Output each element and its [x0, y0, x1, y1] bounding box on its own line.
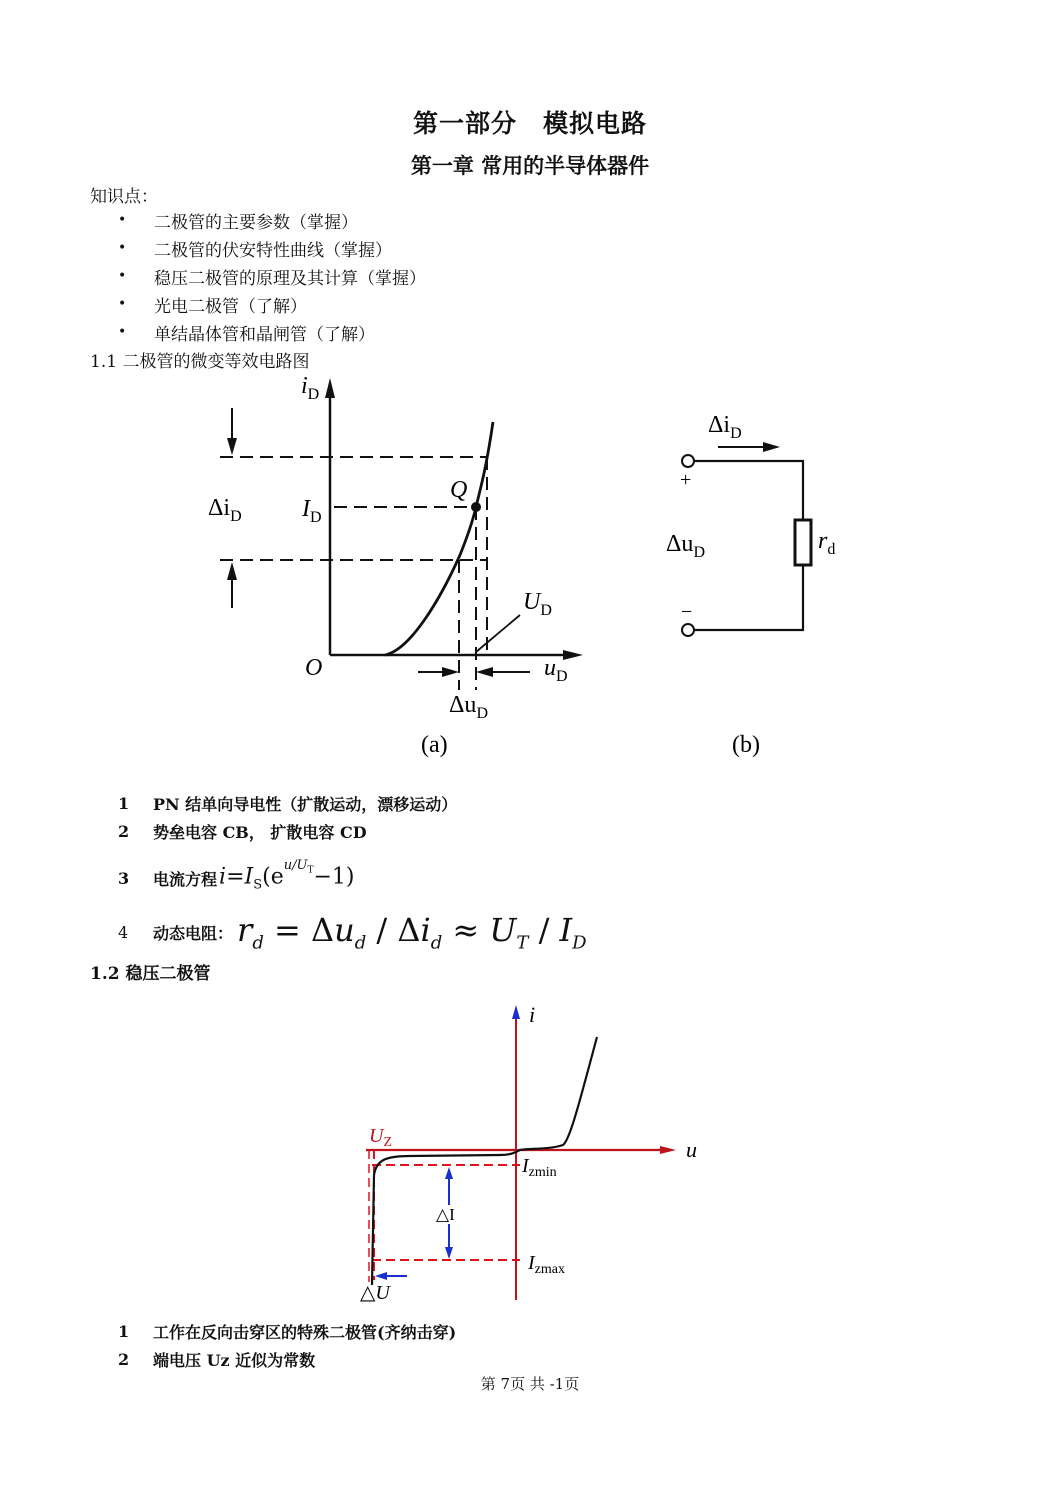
caption-b: (b)	[732, 732, 760, 758]
resistor-label: $r_d$	[818, 528, 836, 558]
current-equation-row: 3 电流方程 $i=I_S(e^{u/U_T}-1)$	[118, 857, 355, 893]
arrow-down-icon	[445, 1247, 453, 1259]
delta-u-label: △U	[360, 1282, 390, 1304]
list-item: • 二极管的主要参数（掌握）	[118, 212, 358, 233]
bullet-icon: •	[118, 212, 127, 228]
arrow-left-icon	[476, 667, 493, 677]
arrow-up-icon	[227, 562, 237, 580]
list-item: • 稳压二极管的原理及其计算（掌握）	[118, 268, 426, 289]
x-axis-label: $u_D$	[544, 655, 568, 685]
zener-figure	[355, 1000, 715, 1305]
bullet-icon: •	[118, 268, 127, 284]
izmax-label: $I_{zmax}$	[528, 1252, 565, 1277]
list-item: • 二极管的伏安特性曲线（掌握）	[118, 240, 392, 261]
y-axis-arrow-icon	[325, 378, 335, 398]
section-1-1-title: 1.1 二极管的微变等效电路图	[90, 352, 310, 372]
minus-label: −	[681, 601, 693, 623]
caption-a: (a)	[421, 732, 448, 758]
y-axis-label: $i_D$	[301, 373, 320, 403]
plus-label: +	[680, 469, 692, 491]
ud-pointer	[476, 615, 520, 652]
dynamic-resistance-row: 4 动态电阻： $r_d = \Delta u_d / \Delta i_d \approx U_T / I_D$	[118, 910, 587, 954]
list-item: • 光电二极管（了解）	[118, 296, 307, 317]
equivalent-circuit-figure	[650, 400, 850, 770]
current-equation: $i=I_S(e^{u/U_T}-1)$	[219, 857, 355, 893]
delta-u-label: $\Delta u_D$	[449, 692, 488, 722]
arrow-right-icon	[763, 442, 780, 452]
page-footer: 第 7页 共 -1页	[480, 1375, 580, 1393]
bullet-icon: •	[118, 240, 127, 256]
i-axis-label: i	[529, 1002, 536, 1027]
uz-label: $U_Z$	[369, 1125, 393, 1150]
terminal-minus	[682, 624, 694, 636]
list-item: 1 PN 结单向导电性（扩散运动，漂移运动）	[118, 794, 458, 814]
part-title: 第一部分 模拟电路	[412, 109, 647, 138]
izmin-label: $I_{zmin}$	[522, 1155, 557, 1180]
wire-bottom	[694, 565, 803, 630]
delta-i-label: △I	[436, 1205, 455, 1224]
arrow-down-icon	[227, 438, 237, 455]
id-label: $I_D$	[302, 496, 322, 526]
list-item: 2 端电压 Uz 近似为常数	[118, 1350, 316, 1370]
u-axis-label: u	[686, 1137, 697, 1162]
zener-curve	[372, 1037, 597, 1285]
list-item: 2 势垒电容 CB， 扩散电容 CD	[118, 822, 367, 842]
arrow-up-icon	[445, 1167, 453, 1179]
i-axis-arrow-icon	[512, 1005, 520, 1019]
list-item: 1 工作在反向击穿区的特殊二极管(齐纳击穿)	[118, 1322, 457, 1342]
delta-u-label: $\Delta u_D$	[666, 531, 705, 561]
knowledge-label: 知识点：	[90, 187, 158, 207]
delta-i-label: $\Delta i_D$	[208, 495, 242, 525]
bullet-icon: •	[118, 296, 127, 312]
x-axis-arrow-icon	[563, 650, 583, 660]
q-label: Q	[450, 477, 468, 503]
origin-label: O	[305, 655, 323, 681]
ud-label: $U_D$	[523, 589, 552, 619]
arrow-right-icon	[442, 667, 459, 677]
u-axis-arrow-icon	[660, 1146, 676, 1154]
resistor-icon	[795, 520, 811, 565]
chapter-title: 第一章 常用的半导体器件	[410, 153, 650, 178]
dynamic-resistance-formula: $r_d = \Delta u_d / \Delta i_d \approx U_T / I_D$	[237, 910, 587, 954]
bullet-icon: •	[118, 324, 127, 340]
arrow-left-icon	[375, 1272, 387, 1280]
knowledge-list	[118, 206, 426, 346]
diode-iv-figure	[190, 368, 610, 768]
delta-i-label: $\Delta i_D$	[708, 412, 742, 442]
terminal-plus	[682, 455, 694, 467]
wire-top	[694, 461, 803, 520]
list-item: • 单结晶体管和晶闸管（了解）	[118, 324, 375, 345]
section-1-2-title: 1.2 稳压二极管	[90, 964, 211, 984]
